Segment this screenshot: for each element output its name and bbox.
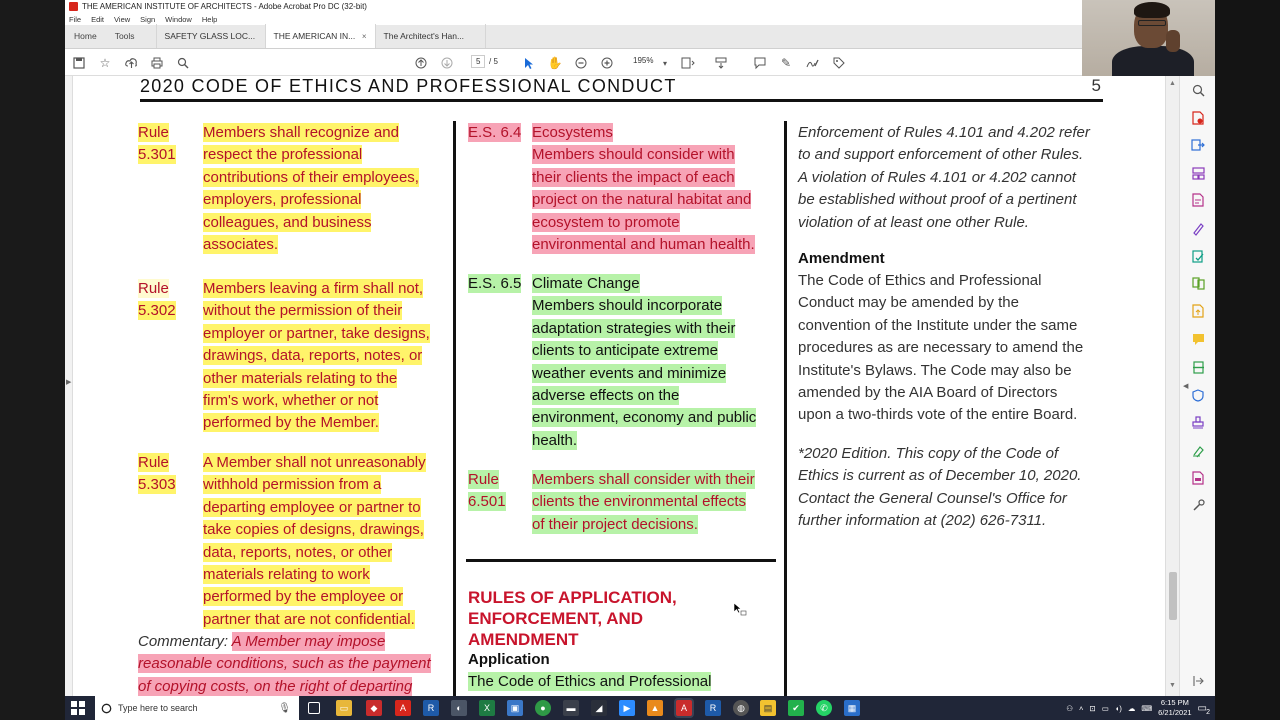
language-icon[interactable]: ⌨ [1141, 703, 1153, 713]
pen-icon[interactable]: ✎ [780, 56, 792, 70]
photos-icon[interactable]: ▦ [844, 700, 860, 716]
text-line: A Member may impose [231, 633, 386, 650]
standard-title: Ecosystems [532, 124, 613, 141]
standard-title: Climate Change [532, 275, 640, 292]
text-line: partner that are not confidential. [203, 610, 415, 628]
menu-view[interactable]: View [114, 14, 131, 24]
mouse-cursor-icon [733, 602, 747, 616]
previous-page-icon[interactable] [413, 55, 429, 71]
task-view-icon[interactable] [308, 702, 320, 714]
section-divider [466, 559, 776, 562]
people-icon[interactable]: ⚇ [1066, 703, 1074, 713]
toolbar [65, 49, 1082, 76]
close-tab-icon[interactable]: × [361, 31, 367, 41]
onedrive-icon[interactable]: ☁ [1127, 703, 1136, 713]
text-line: ecosystem to promote [532, 213, 680, 231]
amendment-text [798, 270, 1118, 427]
heading-line: ENFORCEMENT, AND [468, 609, 644, 628]
comment-icon[interactable] [752, 55, 768, 71]
save-icon[interactable] [71, 55, 87, 71]
scan-ocr-icon[interactable] [1190, 359, 1206, 375]
menu-help[interactable]: Help [201, 14, 218, 24]
search-icon[interactable] [175, 55, 191, 71]
text-line: performed by the employee or [203, 588, 404, 606]
text-line: upon a two-thirds vote of the entire Board. [798, 406, 1078, 424]
collapse-right-panel-icon[interactable]: ◀ [1183, 383, 1189, 390]
clock-date: 6/21/2021 [1158, 708, 1192, 717]
bookmark-star-icon[interactable]: ☆ [99, 56, 111, 70]
text-line: employer or partner, take designs, [203, 324, 430, 342]
zoom-dropdown-chevron-icon[interactable]: ▾ [662, 58, 667, 68]
es-6-4-text [532, 122, 777, 256]
section-heading [468, 587, 768, 650]
page-number-label: 5 [1091, 76, 1101, 95]
text-line: data, reports, notes, or other [203, 543, 393, 561]
taskbar-search[interactable] [95, 696, 299, 720]
tab-doc-aia[interactable] [266, 24, 376, 48]
text-line: weather events and minimize [532, 364, 727, 382]
rule-5-302-label [138, 278, 176, 323]
text-line: Members should incorporate [532, 297, 723, 315]
column-divider [453, 121, 456, 696]
comment-tool-icon[interactable] [1190, 331, 1206, 347]
person-hair [1134, 2, 1170, 18]
text-line: Members shall consider with their [532, 471, 755, 488]
send-for-signature-icon[interactable] [1190, 248, 1206, 264]
text-line: project on the natural habitat and [532, 191, 752, 209]
more-tools-icon[interactable] [1190, 497, 1206, 513]
text-line: The Code of Ethics and Professional [468, 673, 712, 690]
revit-icon[interactable]: R [423, 700, 439, 716]
text-line: materials relating to work [203, 566, 370, 584]
organize-pages-icon[interactable] [1190, 165, 1206, 181]
scroll-up-arrow-icon[interactable]: ▲ [1169, 80, 1176, 87]
taskbar-clock[interactable] [1158, 698, 1191, 718]
select-cursor-icon[interactable] [521, 55, 537, 71]
protect-icon[interactable] [1190, 387, 1206, 403]
app-gray-icon[interactable]: ◐ [451, 700, 467, 716]
tab-tools-label: Tools [114, 31, 135, 41]
tab-label: THE AMERICAN IN... [273, 31, 356, 41]
zoom-app-icon[interactable]: ▶ [619, 700, 635, 716]
text-line: of their project decisions. [532, 515, 698, 533]
sign-icon[interactable] [804, 55, 820, 71]
menu-file[interactable]: File [69, 14, 82, 24]
app-green-icon[interactable]: ✔ [788, 700, 804, 716]
application-subheading: Application [468, 651, 550, 668]
rule-6-501-label [468, 469, 506, 514]
title-bar [65, 0, 1082, 13]
window-title: THE AMERICAN INSTITUTE OF ARCHITECTS - Adobe Acrobat Pro DC (32-bit) [82, 2, 367, 11]
page-display-icon[interactable] [680, 55, 696, 71]
vlc-icon[interactable]: ▲ [647, 700, 663, 716]
text-line: *2020 Edition. This copy of the Code of [798, 445, 1059, 462]
rule-5-303-text [203, 452, 448, 631]
hand-tool-icon[interactable]: ✋ [547, 56, 563, 70]
network-icon[interactable]: ⊡ [1089, 703, 1096, 713]
text-line: Members should consider with [532, 146, 735, 164]
windows-start-icon[interactable] [71, 701, 85, 715]
share-icon[interactable] [1190, 303, 1206, 319]
tray-chevron-icon[interactable]: ˄ [1079, 703, 1084, 713]
webcam-overlay [1082, 0, 1215, 76]
text-line: colleagues, and business [203, 213, 372, 231]
print-icon[interactable] [149, 55, 165, 71]
text-line: adaptation strategies with their [532, 319, 736, 337]
enforcement-text [798, 122, 1118, 234]
text-line: A violation of Rules 4.101 or 4.202 cannot [798, 168, 1076, 186]
text-line: without the permission of their [203, 302, 403, 320]
heading-line: RULES OF APPLICATION, [468, 588, 677, 607]
acrobat-taskbar-icon[interactable]: A [395, 700, 411, 716]
rule-label-number: 6.501 [468, 493, 506, 511]
text-line: environmental and human health. [532, 236, 755, 254]
next-page-icon[interactable] [439, 55, 455, 71]
text-line: reasonable conditions, such as the payment [138, 655, 431, 673]
zoom-out-icon[interactable] [573, 55, 589, 71]
scroll-mode-icon[interactable] [713, 55, 729, 71]
export-pdf-icon[interactable] [1190, 137, 1206, 153]
text-line: violation of at least one other Rule. [798, 213, 1029, 231]
create-pdf-icon[interactable] [1190, 110, 1206, 126]
system-tray [1066, 696, 1210, 720]
text-line: Members shall recognize and [203, 124, 399, 141]
rule-5-302-text [203, 278, 448, 435]
combine-files-icon[interactable] [1190, 275, 1206, 291]
tab-tools[interactable] [106, 24, 144, 48]
app-globe-icon[interactable]: ◍ [733, 700, 749, 716]
text-line: Enforcement of Rules 4.101 and 4.202 refer [798, 124, 1090, 141]
text-line: amended by the AIA Board of Directors [798, 384, 1058, 402]
tab-doc-architects-handbook[interactable] [376, 24, 486, 48]
menu-window[interactable]: Window [165, 14, 192, 24]
text-line: be established without proof of a pertinent [798, 191, 1077, 209]
app-dark-icon[interactable]: ◢ [591, 700, 607, 716]
tab-home-label: Home [74, 31, 97, 41]
person-glasses [1138, 20, 1166, 26]
text-line: further information at (202) 626-7311. [798, 512, 1047, 530]
text-line: take copies of designs, drawings, [203, 521, 424, 539]
page-header-title: 2020 CODE OF ETHICS AND PROFESSIONAL CONDUCT [140, 76, 677, 96]
text-line: contributions of their employees, [203, 168, 419, 186]
text-line: other materials relating to the [203, 369, 398, 387]
edition-note [798, 443, 1118, 533]
standard-number: E.S. 6.4 [468, 124, 522, 141]
rule-label-number: 5.301 [138, 146, 176, 164]
chrome-icon[interactable]: ● [535, 700, 551, 716]
text-line: performed by the Member. [203, 414, 379, 432]
text-line: The Code of Ethics and Professional [798, 272, 1042, 289]
tab-doc-safety-glass[interactable] [156, 24, 266, 48]
text-line: Conduct may be amended by the [798, 294, 1019, 312]
text-line: procedures as are necessary to amend the [798, 339, 1084, 357]
commentary-text [138, 631, 448, 698]
rule-label-number: 5.303 [138, 476, 176, 494]
left-panel-toggle[interactable] [65, 76, 73, 696]
text-line: Ethics is current as of December 10, 2020. [798, 467, 1082, 485]
expand-panel-icon[interactable] [1190, 673, 1206, 689]
expand-left-panel-icon[interactable]: ▶ [66, 379, 72, 386]
text-line: A Member shall not unreasonably [203, 454, 426, 471]
tab-label: The Architect's Han... [383, 31, 465, 41]
rule-label-number: 5.302 [138, 302, 176, 320]
whatsapp-icon[interactable]: ✆ [816, 700, 832, 716]
edit-pdf-icon[interactable] [1190, 192, 1206, 208]
zoom-search-icon[interactable] [1190, 82, 1206, 98]
revit-2-icon[interactable]: R [705, 700, 721, 716]
scroll-down-arrow-icon[interactable]: ▼ [1169, 682, 1176, 689]
taskbar-search-placeholder: Type here to search [118, 703, 198, 713]
zoom-level-select[interactable]: 195% [633, 56, 654, 65]
notification-icon[interactable]: ▭ 2 [1197, 702, 1210, 716]
microphone-icon[interactable]: 🎙 [278, 702, 291, 714]
sticky-notes-icon[interactable]: ▤ [760, 700, 776, 716]
text-line: clients to anticipate extreme [532, 342, 718, 360]
page-header [140, 76, 1103, 102]
acrobat-active-icon[interactable]: A [676, 700, 692, 716]
text-line: Contact the General Counsel's Office for [798, 489, 1067, 507]
rule-label-word: Rule [468, 471, 499, 488]
es-6-5-text [532, 273, 777, 452]
text-line: of copying costs, on the right of departing [138, 677, 413, 695]
excel-icon[interactable]: X [479, 700, 495, 716]
rule-5-301-text [203, 122, 448, 256]
fill-sign-icon[interactable] [1190, 220, 1206, 236]
scrollbar-thumb[interactable] [1169, 572, 1177, 620]
rule-label-word: Rule [138, 280, 169, 297]
document-view[interactable] [65, 76, 1176, 696]
file-explorer-icon[interactable]: ▭ [336, 700, 352, 716]
text-line: to and support enforcement of other Rules. [798, 146, 1084, 164]
zoom-in-icon[interactable] [599, 55, 615, 71]
rule-label-word: Rule [138, 454, 169, 471]
calculator-icon[interactable]: ▬ [563, 700, 579, 716]
upload-icon[interactable] [123, 55, 139, 71]
app-blue-icon[interactable]: ▣ [507, 700, 523, 716]
stamp-icon[interactable] [1190, 414, 1206, 430]
search-icon [101, 703, 112, 714]
text-line: respect the professional [203, 146, 363, 164]
es-6-5-label [468, 273, 521, 295]
text-line: their clients the impact of each [532, 168, 735, 186]
page-total: / 5 [489, 57, 498, 66]
text-line: adverse effects on the [532, 387, 680, 405]
text-line: withhold permission from a [203, 476, 382, 494]
text-line: departing employee or partner to [203, 498, 421, 516]
rule-5-303-label [138, 452, 176, 497]
menu-edit[interactable]: Edit [91, 14, 105, 24]
heading-line: AMENDMENT [468, 630, 579, 649]
text-line: environment, economy and public [532, 409, 757, 427]
text-line: convention of the Institute under the same [798, 316, 1078, 334]
text-line: drawings, data, reports, notes, or [203, 347, 423, 365]
tab-bar [65, 25, 1082, 49]
tab-label: SAFETY GLASS LOC... [164, 31, 256, 41]
rule-6-501-text [532, 469, 777, 536]
menu-sign[interactable]: Sign [140, 14, 156, 24]
windows-taskbar [65, 696, 1215, 720]
commentary-label: Commentary: [138, 633, 229, 650]
notification-count: 2 [1206, 708, 1210, 716]
text-line: Members leaving a firm shall not, [203, 280, 424, 297]
column-divider [784, 121, 787, 696]
rule-label-word: Rule [138, 124, 169, 141]
vertical-scrollbar[interactable] [1165, 76, 1179, 696]
app-red-icon[interactable]: ◆ [366, 700, 382, 716]
page-number-input[interactable]: 5 [471, 55, 485, 68]
text-line: firm's work, whether or not [203, 392, 379, 410]
tab-home[interactable] [65, 24, 106, 48]
redact-icon[interactable] [1190, 442, 1206, 458]
text-line: clients the environmental effects [532, 493, 747, 511]
text-line: associates. [203, 236, 279, 254]
black-border [1215, 0, 1280, 720]
standard-number: E.S. 6.5 [468, 275, 522, 292]
acrobat-icon [69, 2, 78, 11]
es-6-4-label [468, 122, 521, 144]
person-hand [1166, 30, 1180, 52]
battery-icon[interactable]: ▭ [1101, 703, 1109, 713]
text-line: employers, professional [203, 191, 362, 209]
rule-5-301-label [138, 122, 176, 167]
text-line: Institute's Bylaws. The Code may also be [798, 361, 1072, 379]
application-text [468, 671, 778, 693]
text-line: health. [532, 431, 578, 449]
prepare-form-icon[interactable] [1190, 470, 1206, 486]
volume-icon[interactable]: ◖) [1114, 703, 1122, 713]
right-tools-panel [1179, 76, 1215, 696]
clock-time: 6:15 PM [1160, 698, 1189, 707]
tag-icon[interactable] [831, 55, 847, 71]
amendment-heading: Amendment [798, 250, 885, 267]
